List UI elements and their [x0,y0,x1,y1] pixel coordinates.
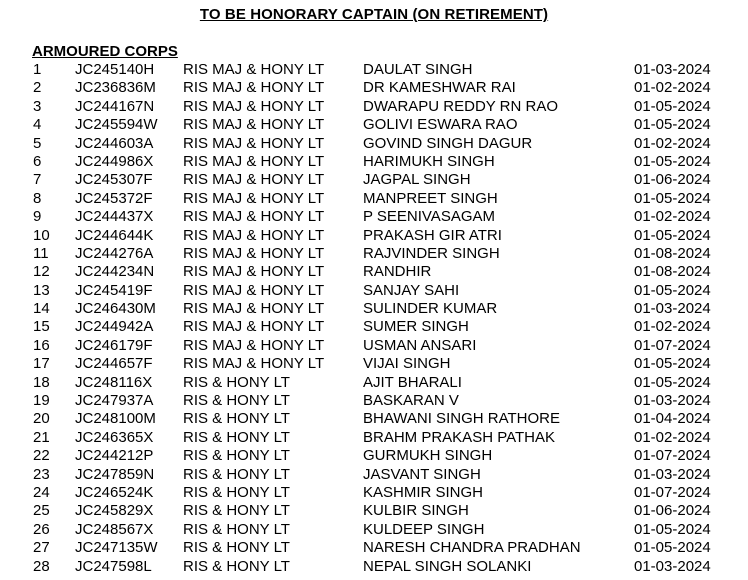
list-row [0,355,748,373]
rank: RIS & HONY LT [183,520,290,538]
person-name: SUMER SINGH [363,318,469,336]
person-name: VIJAI SINGH [363,355,451,373]
person-name: GURMUKH SINGH [363,447,493,465]
retirement-date: 01-05-2024 [634,189,711,207]
serial-number: 11 [33,244,49,262]
list-row [0,61,748,79]
retirement-date: 01-05-2024 [634,152,711,170]
person-name: KULBIR SINGH [363,502,469,520]
person-name: NEPAL SINGH SOLANKI [363,557,532,575]
list-row [0,521,748,539]
retirement-date: 01-05-2024 [634,373,711,391]
rank: RIS MAJ & HONY LT [183,336,325,354]
serial-number: 1 [33,61,42,78]
serial-number: 6 [33,152,42,170]
person-name: DWARAPU REDDY RN RAO [363,97,559,115]
list-row [0,98,748,116]
personal-number: JC248100M [75,410,156,428]
personal-number: JC244644K [75,226,154,244]
retirement-date: 01-03-2024 [634,61,711,78]
retirement-date: 01-06-2024 [634,502,711,520]
rank: RIS & HONY LT [183,557,290,575]
rank: RIS & HONY LT [183,410,290,428]
serial-number: 17 [33,355,50,373]
retirement-date: 01-02-2024 [634,208,711,226]
personal-number: JC244234N [75,263,155,281]
personal-number: JC244276A [75,244,154,262]
personal-number: JC248567X [75,520,154,538]
personal-number: JC244437X [75,208,154,226]
personal-number: JC244942A [75,318,154,336]
serial-number: 24 [33,483,50,501]
rank: RIS MAJ & HONY LT [183,300,325,318]
list-row [0,374,748,392]
list-row [0,502,748,520]
serial-number: 26 [33,520,50,538]
rank: RIS MAJ & HONY LT [183,79,325,97]
personal-number: JC245419F [75,281,153,299]
list-row [0,410,748,428]
person-name: KULDEEP SINGH [363,520,485,538]
list-row [0,171,748,189]
serial-number: 20 [33,410,50,428]
rank: RIS MAJ & HONY LT [183,208,325,226]
serial-number: 8 [33,189,42,207]
list-row [0,466,748,484]
person-name: BRAHM PRAKASH PATHAK [363,428,555,446]
personal-number: JC248116X [75,373,153,391]
personal-number: JC245372F [75,189,153,207]
personal-number: JC246430M [75,300,156,318]
rank: RIS MAJ & HONY LT [183,134,325,152]
personal-number: JC247937A [75,392,154,410]
serial-number: 12 [33,263,50,281]
retirement-date: 01-05-2024 [634,281,711,299]
retirement-date: 01-05-2024 [634,520,711,538]
person-name: GOLIVI ESWARA RAO [363,116,518,134]
rank: RIS & HONY LT [183,539,290,557]
retirement-date: 01-05-2024 [634,539,711,557]
serial-number: 23 [33,465,50,483]
list-row [0,484,748,502]
person-name: MANPREET SINGH [363,189,498,207]
list-row [0,227,748,245]
rank: RIS MAJ & HONY LT [183,61,325,78]
person-name: NARESH CHANDRA PRADHAN [363,539,581,557]
retirement-date: 01-02-2024 [634,79,711,97]
personal-number: JC245594W [75,116,158,134]
list-row [0,79,748,97]
retirement-date: 01-05-2024 [634,355,711,373]
list-row [0,135,748,153]
rank: RIS & HONY LT [183,392,290,410]
personal-number: JC236836M [75,79,156,97]
person-name: USMAN ANSARI [363,336,477,354]
serial-number: 2 [33,79,42,97]
rank: RIS MAJ & HONY LT [183,226,325,244]
retirement-date: 01-02-2024 [634,318,711,336]
list-row [0,300,748,318]
serial-number: 9 [33,208,42,226]
list-row [0,153,748,171]
list-row [0,245,748,263]
person-name: DR KAMESHWAR RAI [363,79,516,97]
list-row [0,263,748,281]
retirement-date: 01-05-2024 [634,97,711,115]
person-name: HARIMUKH SINGH [363,152,495,170]
personal-number: JC246179F [75,336,153,354]
list-row [0,190,748,208]
person-name: PRAKASH GIR ATRI [363,226,502,244]
serial-number: 16 [33,336,50,354]
serial-number: 10 [33,226,50,244]
retirement-date: 01-07-2024 [634,483,711,501]
personal-number: JC247135W [75,539,158,557]
retirement-date: 01-03-2024 [634,557,711,575]
person-name: SANJAY SAHI [363,281,460,299]
list-row [0,539,748,557]
serial-number: 21 [33,428,50,446]
person-name: JAGPAL SINGH [363,171,471,189]
retirement-date: 01-03-2024 [634,300,711,318]
person-name: GOVIND SINGH DAGUR [363,134,533,152]
serial-number: 19 [33,392,50,410]
rank: RIS MAJ & HONY LT [183,281,325,299]
retirement-date: 01-05-2024 [634,116,711,134]
serial-number: 15 [33,318,50,336]
rank: RIS MAJ & HONY LT [183,152,325,170]
personal-number: JC244986X [75,152,154,170]
personal-number: JC244167N [75,97,155,115]
rank: RIS MAJ & HONY LT [183,263,325,281]
retirement-date: 01-07-2024 [634,336,711,354]
retirement-date: 01-03-2024 [634,392,711,410]
rank: RIS & HONY LT [183,465,290,483]
person-name: DAULAT SINGH [363,61,473,78]
person-name: AJIT BHARALI [363,373,462,391]
rank: RIS MAJ & HONY LT [183,355,325,373]
personal-number: JC245307F [75,171,153,189]
list-row [0,392,748,410]
list-row [0,429,748,447]
list-row [0,208,748,226]
retirement-date: 01-08-2024 [634,263,711,281]
serial-number: 14 [33,300,50,318]
retirement-date: 01-03-2024 [634,465,711,483]
personal-number: JC246524K [75,483,154,501]
list-row [0,282,748,300]
personal-number: JC244212P [75,447,154,465]
personal-number: JC244603A [75,134,154,152]
retirement-date: 01-02-2024 [634,134,711,152]
serial-number: 3 [33,97,42,115]
person-name: KASHMIR SINGH [363,483,484,501]
retirement-date: 01-07-2024 [634,447,711,465]
serial-number: 27 [33,539,50,557]
rank: RIS MAJ & HONY LT [183,189,325,207]
personal-number: JC247598L [75,557,152,575]
retirement-date: 01-08-2024 [634,244,711,262]
serial-number: 18 [33,373,50,391]
person-name: JASVANT SINGH [363,465,481,483]
rank: RIS & HONY LT [183,483,290,501]
person-name: SULINDER KUMAR [363,300,498,318]
personal-number: JC245829X [75,502,154,520]
rank: RIS MAJ & HONY LT [183,116,325,134]
personal-number: JC247859N [75,465,155,483]
section-heading: ARMOURED CORPS [32,43,178,60]
retirement-date: 01-02-2024 [634,428,711,446]
rank: RIS MAJ & HONY LT [183,318,325,336]
serial-number: 7 [33,171,42,189]
person-name: BHAWANI SINGH RATHORE [363,410,560,428]
rank: RIS & HONY LT [183,502,290,520]
personal-number: JC246365X [75,428,154,446]
rank: RIS & HONY LT [183,447,290,465]
serial-number: 5 [33,134,42,152]
retirement-date: 01-06-2024 [634,171,711,189]
person-name: BASKARAN V [363,392,459,410]
page-title: TO BE HONORARY CAPTAIN (ON RETIREMENT) [199,6,549,23]
serial-number: 28 [33,557,50,575]
person-name: RANDHIR [363,263,432,281]
list-row [0,116,748,134]
rank: RIS MAJ & HONY LT [183,171,325,189]
list-row [0,447,748,465]
person-name: RAJVINDER SINGH [363,244,500,262]
rank: RIS MAJ & HONY LT [183,244,325,262]
retirement-date: 01-05-2024 [634,226,711,244]
serial-number: 25 [33,502,50,520]
rank: RIS MAJ & HONY LT [183,97,325,115]
serial-number: 4 [33,116,42,134]
list-row [0,337,748,355]
person-name: P SEENIVASAGAM [363,208,495,226]
rank: RIS & HONY LT [183,373,290,391]
list-row [0,558,748,576]
retirement-date: 01-04-2024 [634,410,711,428]
personal-number: JC244657F [75,355,153,373]
serial-number: 22 [33,447,50,465]
serial-number: 13 [33,281,50,299]
list-row [0,318,748,336]
rank: RIS & HONY LT [183,428,290,446]
personnel-list [0,61,748,576]
personal-number: JC245140H [75,61,155,78]
